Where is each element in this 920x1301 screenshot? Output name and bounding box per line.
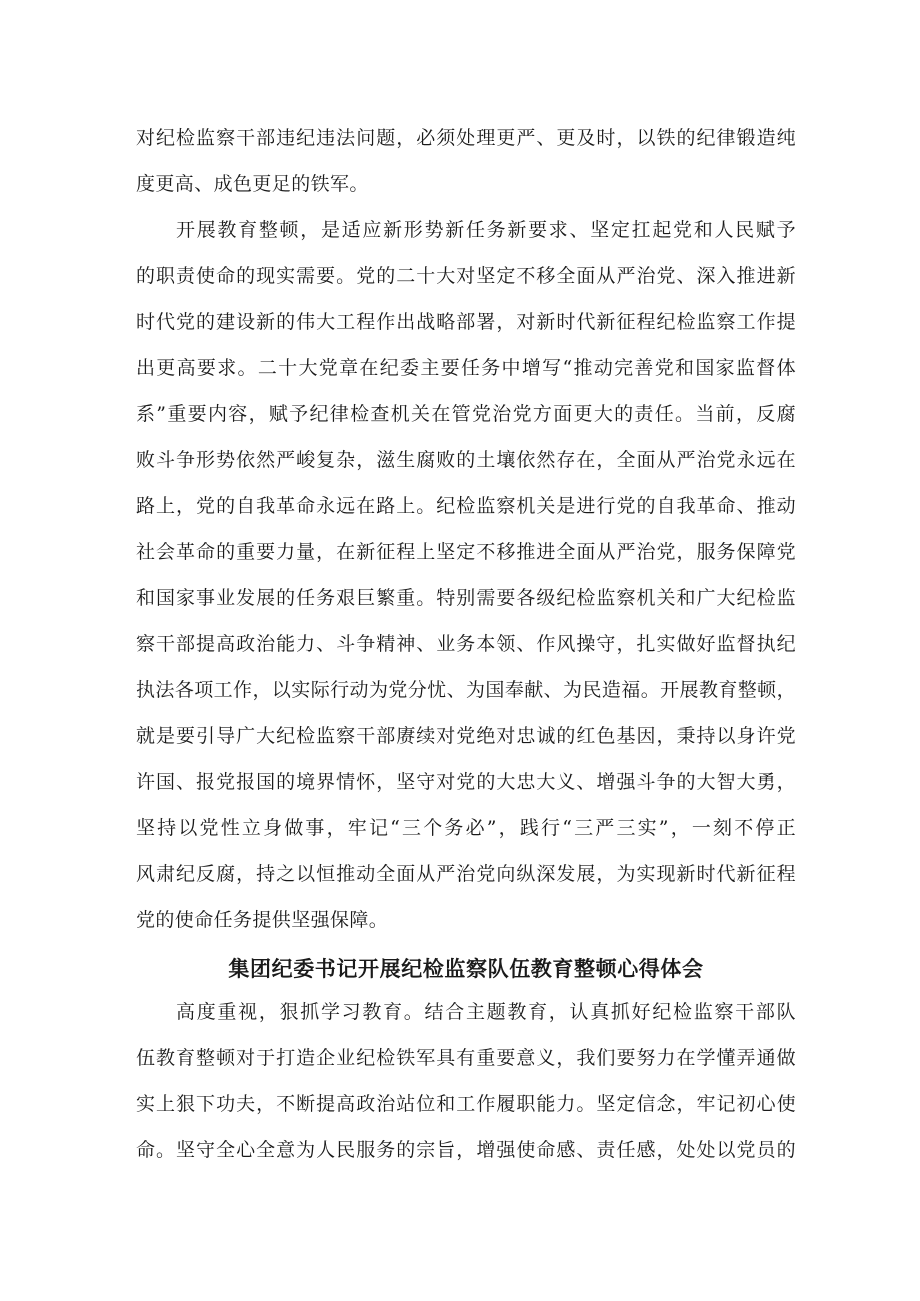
text-line: 党的使命任务提供坚强保障。 — [136, 909, 389, 931]
text-line: 路上，党的自我革命永远在路上。纪检监察机关是进行党的自我革命、推动 — [136, 495, 796, 517]
text-line: 伍教育整顿对于打造企业纪检铁军具有重要意义，我们要努力在学懂弄通做 — [136, 1047, 796, 1069]
text-line: 察干部提高政治能力、斗争精神、业务本领、作风操守，扎实做好监督执纪 — [136, 633, 796, 655]
text-line: 败斗争形势依然严峻复杂，滋生腐败的土壤依然存在，全面从严治党永远在 — [136, 449, 796, 471]
text-line: 对纪检监察干部违纪违法问题，必须处理更严、更及时，以铁的纪律锻造纯 — [136, 127, 796, 149]
text-line: 社会革命的重要力量，在新征程上坚定不移推进全面从严治党，服务保障党 — [136, 541, 796, 563]
text-line: 风肃纪反腐，持之以恒推动全面从严治党向纵深发展，为实现新时代新征程 — [136, 863, 796, 885]
text-line: 的职责使命的现实需要。党的二十大对坚定不移全面从严治党、深入推进新 — [136, 265, 796, 287]
text-line: 系”重要内容，赋予纪律检查机关在管党治党方面更大的责任。当前，反腐 — [136, 403, 796, 425]
text-line: 出更高要求。二十大党章在纪委主要任务中增写“推动完善党和国家监督体 — [136, 357, 796, 379]
text-line: 坚持以党性立身做事，牢记“三个务必”，践行“三严三实”，一刻不停正 — [136, 817, 796, 839]
text-line: 度更高、成色更足的铁军。 — [136, 173, 369, 195]
text-line: 时代党的建设新的伟大工程作出战略部署，对新时代新征程纪检监察工作提 — [136, 311, 796, 333]
text-line: 和国家事业发展的任务艰巨繁重。特别需要各级纪检监察机关和广大纪检监 — [136, 587, 796, 609]
text-line: 执法各项工作，以实际行动为党分忧、为国奉献、为民造福。开展教育整顿， — [136, 679, 796, 701]
text-line: 高度重视，狠抓学习教育。结合主题教育，认真抓好纪检监察干部队 — [176, 1001, 796, 1023]
section-title: 集团纪委书记开展纪检监察队伍教育整顿心得体会 — [228, 957, 704, 981]
text-line: 开展教育整顿，是适应新形势新任务新要求、坚定扛起党和人民赋予 — [176, 219, 796, 241]
text-line: 命。坚守全心全意为人民服务的宗旨，增强使命感、责任感，处处以党员的 — [136, 1139, 796, 1161]
text-line: 许国、报党报国的境界情怀，坚守对党的大忠大义、增强斗争的大智大勇， — [136, 771, 796, 793]
text-line: 就是要引导广大纪检监察干部赓续对党绝对忠诚的红色基因，秉持以身许党 — [136, 725, 796, 747]
text-line: 实上狠下功夫，不断提高政治站位和工作履职能力。坚定信念，牢记初心使 — [136, 1093, 796, 1115]
